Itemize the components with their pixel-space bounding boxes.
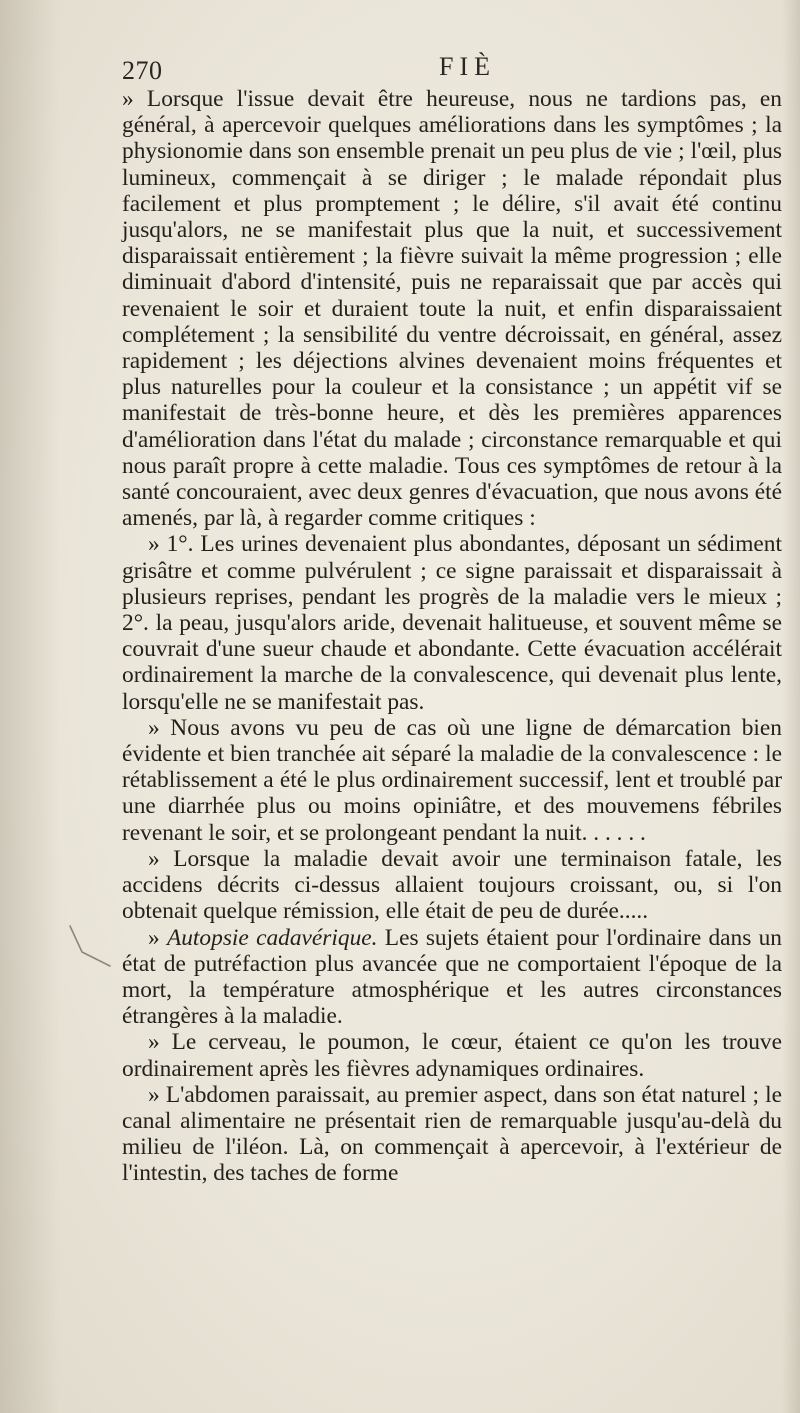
paragraph-5-text: Les sujets étaient pour l'ordinaire dans un état de putréfaction plus avancée que ne comportaient l'époque de la mort, la température atmosphérique et les autres circonstances étrangères à la maladie.: [122, 924, 782, 1030]
paragraph-5-lead: »: [148, 924, 167, 951]
paragraph-4: » Lorsque la maladie devait avoir une terminaison fatale, les accidens décrits ci-dessus allaient toujours croissant, ou, si l'on obtenait quelque rémission, elle était de peu de durée.....: [122, 845, 782, 925]
paragraph-5: [122, 925, 782, 1030]
pencil-margin-mark: [62, 918, 122, 978]
body-text: [122, 86, 782, 1187]
running-title: FIÈ: [439, 52, 496, 81]
paragraph-1: » Lorsque l'issue devait être heureuse, nous ne tardions pas, en général, à apercevoir quelques améliorations dans les symptômes ; la physionomie dans son ensemble prenait un peu plus de vie ; l'œil, plus lumineux, commençait à se diriger ; le malade répondait plus facilement et plus promptement ; le délire, s'il avait été continu jusqu'alors, ne se manifestait plus que la nuit, et successivement disparaissait entièrement ; la fièvre suivait la même progression ; elle diminuait d'abord d'intensité, puis ne reparaissait que par accès qui revenaient le soir et duraient toute la nuit, et enfin disparaissaient complétement ; la sensibilité du ventre décroissait, en général, assez rapidement ; les déjections alvines devenaient moins fréquentes et plus naturelles pour la couleur et la consistance ; un appétit vif se manifestait de très-bonne heure, et dès les premières apparences d'amélioration dans l'état du malade ; circonstance remarquable et qui nous paraît propre à cette maladie. Tous ces symptômes de retour à la santé concouraient, avec deux genres d'évacuation, que nous avons été amenés, par là, à regarder comme critiques :: [122, 86, 782, 532]
section-heading-autopsie: Autopsie cadavérique.: [166, 924, 378, 951]
paragraph-7: » L'abdomen paraissait, au premier aspect, dans son état naturel ; le canal alimentaire ne présentait rien de remarquable jusqu'au-delà du milieu de l'iléon. Là, on commençait à apercevoir, à l'extérieur de l'intestin, des taches de forme: [122, 1081, 782, 1187]
running-head: [122, 52, 782, 86]
page-edge-shadow: [782, 0, 800, 1413]
gutter-shadow: [0, 0, 60, 1413]
paragraph-6: » Le cerveau, le poumon, le cœur, étaient ce qu'on les trouve ordinairement après les fièvres adynamiques ordinaires.: [122, 1029, 782, 1082]
paragraph-2: » 1°. Les urines devenaient plus abondantes, déposant un sédiment grisâtre et comme pulvérulent ; ce signe paraissait et disparaissait à plusieurs reprises, pendant les progrès de la maladie vers le mieux ; 2°. la peau, jusqu'alors aride, devenait halitueuse, et souvent même se couvrait d'une sueur chaude et abondante. Cette évacuation accélérait ordinairement la marche de la convalescence, qui devenait plus lente, lorsqu'elle ne se manifestait pas.: [122, 531, 782, 715]
page-number: 270: [122, 56, 163, 85]
paragraph-3: » Nous avons vu peu de cas où une ligne de démarcation bien évidente et bien tranchée ait séparé la maladie de la convalescence : le rétablissement a été le plus ordinairement successif, lent et troublé par une diarrhée plus ou moins opiniâtre, et des mouvemens fébriles revenant le soir, et se prolongeant pendant la nuit. . . . . .: [122, 714, 782, 846]
